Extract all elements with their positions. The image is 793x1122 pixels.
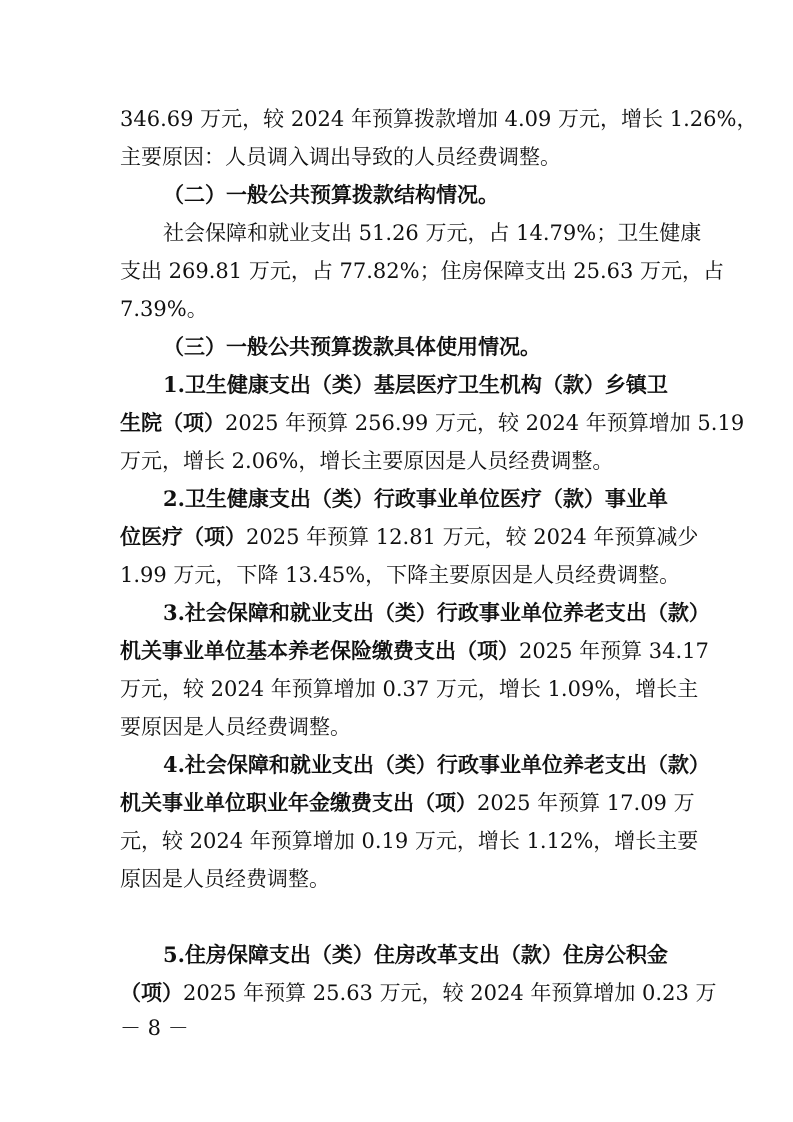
item-text: 2025 年预算 12.81 万元，较 2024 年预算减少: [246, 525, 699, 549]
paragraph-line: 7.39%。: [120, 297, 208, 321]
item-text: 2025 年预算 34.17: [519, 639, 709, 663]
item-text: 2025 年预算 25.63 万元，较 2024 年预算增加 0.23 万: [183, 981, 717, 1005]
paragraph-line: 主要原因：人员调入调出导致的人员经费调整。: [120, 145, 561, 169]
item-heading-continuation: （项）: [120, 980, 183, 1005]
paragraph-line: [120, 410, 745, 435]
item-heading: 3.社会保障和就业支出（类）行政事业单位养老支出（款）: [163, 600, 710, 625]
paragraph-line: 原因是人员经费调整。: [120, 867, 330, 891]
section-heading: （三）一般公共预算拨款具体使用情况。: [163, 334, 541, 359]
paragraph-line: 1.99 万元，下降 13.45%，下降主要原因是人员经费调整。: [120, 563, 681, 587]
paragraph-line: 社会保障和就业支出 51.26 万元，占 14.79%；卫生健康: [163, 221, 702, 245]
item-heading: 5.住房保障支出（类）住房改革支出（款）住房公积金: [163, 942, 668, 967]
paragraph-line: [120, 790, 695, 815]
paragraph-line: 元，较 2024 年预算增加 0.19 万元，增长 1.12%，增长主要: [120, 829, 699, 853]
item-heading: 1.卫生健康支出（类）基层医疗卫生机构（款）乡镇卫: [163, 372, 668, 397]
item-heading-continuation: 机关事业单位职业年金缴费支出（项）: [120, 790, 477, 815]
paragraph-line: 346.69 万元，较 2024 年预算拨款增加 4.09 万元，增长 1.26%，: [120, 107, 758, 131]
item-heading: 2.卫生健康支出（类）行政事业单位医疗（款）事业单: [163, 486, 668, 511]
paragraph-line: [120, 524, 699, 549]
paragraph-line: [120, 638, 709, 663]
item-heading-continuation: 位医疗（项）: [120, 524, 246, 549]
item-heading-continuation: 机关事业单位基本养老保险缴费支出（项）: [120, 638, 519, 663]
item-heading-continuation: 生院（项）: [120, 410, 225, 435]
section-heading: （二）一般公共预算拨款结构情况。: [163, 182, 499, 207]
paragraph-line: 要原因是人员经费调整。: [120, 715, 351, 739]
item-text: 2025 年预算 17.09 万: [477, 791, 695, 815]
page-number: － 8 －: [120, 1016, 189, 1040]
paragraph-line: 万元，增长 2.06%，增长主要原因是人员经费调整。: [120, 449, 614, 473]
item-text: 2025 年预算 256.99 万元，较 2024 年预算增加 5.19: [225, 411, 745, 435]
item-heading: 4.社会保障和就业支出（类）行政事业单位养老支出（款）: [163, 752, 710, 777]
paragraph-line: [120, 980, 717, 1005]
paragraph-line: 万元，较 2024 年预算增加 0.37 万元，增长 1.09%，增长主: [120, 677, 699, 701]
paragraph-line: 支出 269.81 万元，占 77.82%；住房保障支出 25.63 万元，占: [120, 259, 725, 283]
